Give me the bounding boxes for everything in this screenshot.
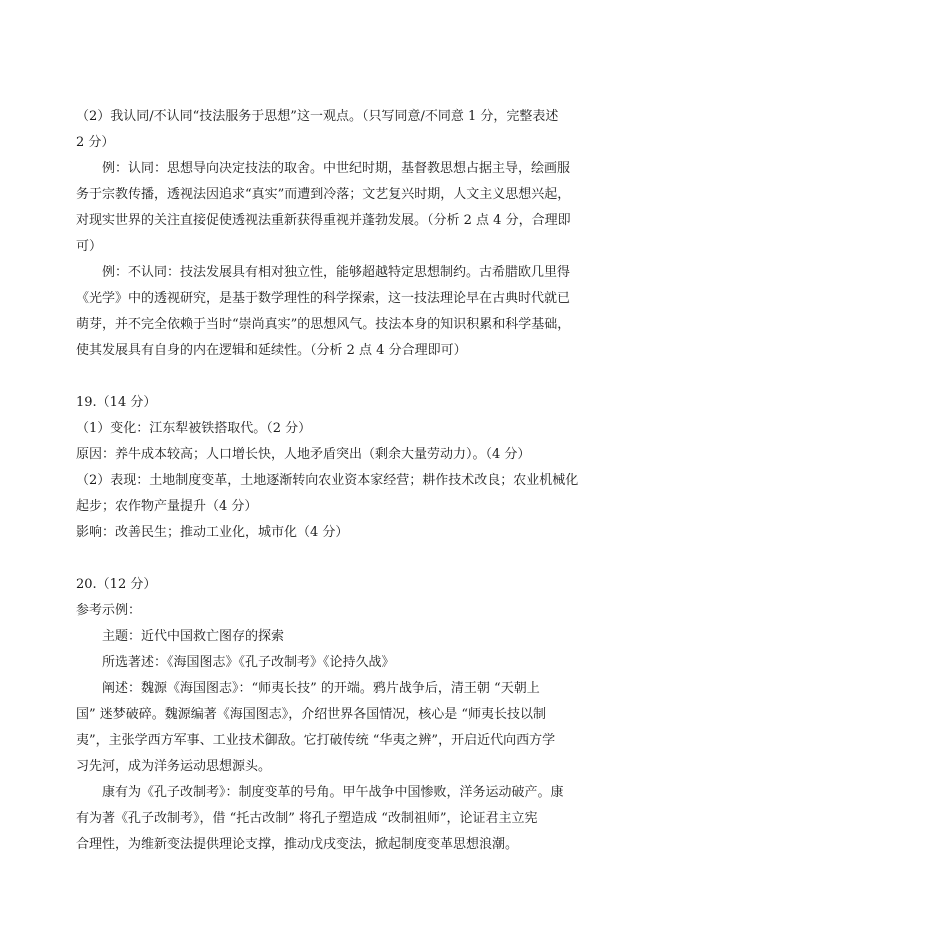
text-line: 对现实世界的关注直接促使透视法重新获得重视并蓬勃发展。（分析 2 点 4 分，合理即 (76, 213, 571, 228)
text-line: 夷”，主张学西方军事、工业技术御敌。它打破传统 “华夷之辨”，开启近代向西方学 (76, 733, 556, 748)
text-line: （1）变化：江东犁被铁搭取代。（2 分） (76, 421, 312, 436)
text-line: 例：不认同：技法发展具有相对独立性，能够超越特定思想制约。古希腊欧几里得 (102, 265, 571, 280)
text-line: 影响：改善民生；推动工业化，城市化（4 分） (76, 525, 349, 540)
text-line: 有为著《孔子改制考》，借 “托古改制” 将孔子塑造成 “改制祖师”，论证君主立宪 (76, 811, 538, 826)
text-line: 合理性，为维新变法提供理论支撑，推动戊戌变法，掀起制度变革思想浪潮。 (76, 837, 519, 852)
text-line: 参考示例： (76, 603, 142, 618)
text-line: 2 分） (76, 135, 115, 150)
text-line: 康有为《孔子改制考》：制度变革的号角。甲午战争中国惨败，洋务运动破产。康 (102, 785, 564, 800)
text-line: 使其发展具有自身的内在逻辑和延续性。（分析 2 点 4 分合理即可） (76, 343, 467, 358)
question-heading: 19.（14 分） (76, 395, 157, 410)
text-line: 原因：养牛成本较高；人口增长快，人地矛盾突出（剩余大量劳动力）。（4 分） (76, 447, 531, 462)
text-line: 务于宗教传播，透视法因追求“真实”而遭到冷落；文艺复兴时期，人文主义思想兴起， (76, 187, 571, 202)
text-line: 所选著述：《海国图志》《孔子改制考》《论持久战》 (102, 655, 395, 670)
text-line: 可） (76, 239, 103, 254)
text-line: 萌芽，并不完全依赖于当时“崇尚真实”的思想风气。技法本身的知识积累和科学基础， (76, 317, 571, 332)
text-line: 《光学》中的透视研究，是基于数学理性的科学探索，这一技法理论早在古典时代就已 (76, 291, 571, 306)
text-line: （2）表现：土地制度变革，土地逐渐转向农业资本家经营；耕作技术改良；农业机械化 (76, 473, 579, 488)
text-line: 主题：近代中国救亡图存的探索 (102, 629, 285, 644)
text-line: 阐述：魏源《海国图志》：“师夷长技” 的开端。鸦片战争后，清王朝 “天朝上 (102, 681, 540, 696)
text-line: 例：认同：思想导向决定技法的取舍。中世纪时期，基督教思想占据主导，绘画服 (102, 161, 571, 176)
text-line: （2）我认同/不认同“技法服务于思想”这一观点。（只写同意/不同意 1 分，完整表述 (76, 109, 559, 124)
question-heading: 20.（12 分） (76, 577, 157, 592)
text-line: 国” 迷梦破碎。魏源编著《海国图志》，介绍世界各国情况，核心是 “师夷长技以制 (76, 707, 547, 722)
text-line: 起步；农作物产量提升（4 分） (76, 499, 258, 514)
text-line: 习先河，成为洋务运动思想源头。 (76, 759, 272, 774)
